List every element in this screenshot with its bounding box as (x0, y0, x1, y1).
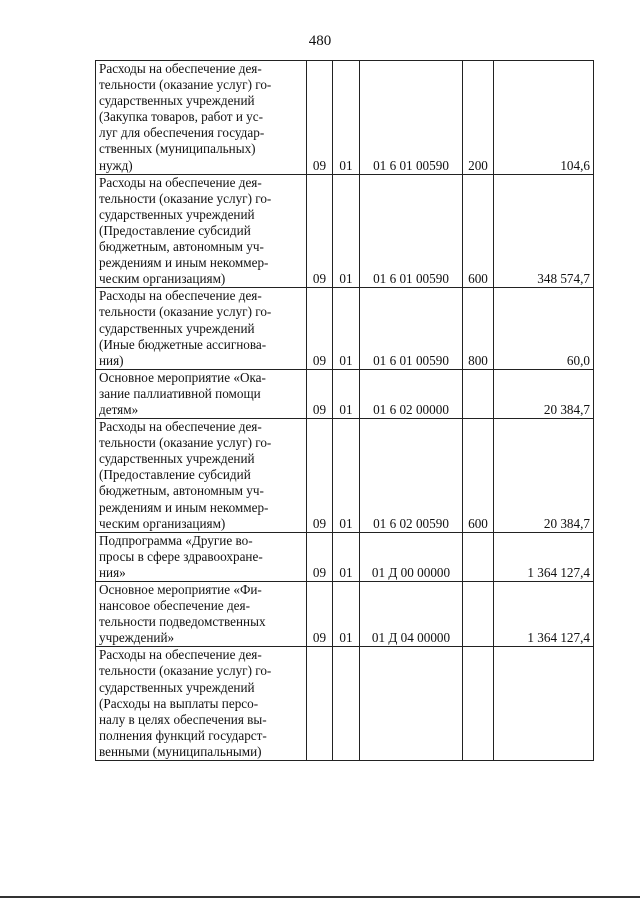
row-section: 09 (307, 288, 333, 369)
description-line: полнения функций государст- (99, 727, 267, 743)
row-description (96, 582, 307, 647)
row-amount: 348 574,7 (494, 174, 594, 288)
row-subsection: 01 (333, 288, 360, 369)
row-target-article: 01 6 01 00590 (360, 174, 463, 288)
row-target-article (360, 647, 463, 761)
description-line: Расходы на обеспечение дея- (99, 61, 262, 76)
row-description (96, 419, 307, 533)
row-amount: 20 384,7 (494, 419, 594, 533)
description-line: реждениям и иным некоммер- (99, 499, 269, 515)
description-line: ческим организациям) (99, 515, 226, 531)
description-line: учреждений» (99, 630, 175, 646)
description-line: тельности (оказание услуг) го- (99, 663, 272, 679)
row-amount (494, 647, 594, 761)
description-line: сударственных учреждений (99, 320, 255, 336)
row-target-article: 01 Д 00 00000 (360, 532, 463, 581)
row-subsection: 01 (333, 582, 360, 647)
budget-table-body (96, 61, 594, 761)
description-line: ственных (муниципальных) (99, 141, 256, 157)
row-target-article: 01 6 01 00590 (360, 61, 463, 175)
row-section: 09 (307, 61, 333, 175)
row-target-article: 01 Д 04 00000 (360, 582, 463, 647)
bottom-rule (0, 896, 640, 898)
description-line: нужд) (99, 157, 133, 173)
row-section: 09 (307, 369, 333, 418)
description-line: детям» (99, 401, 139, 417)
row-description (96, 369, 307, 418)
row-amount: 1 364 127,4 (494, 532, 594, 581)
row-expense-type: 600 (463, 174, 494, 288)
table-row (96, 61, 594, 175)
description-line: тельности (оказание услуг) го- (99, 77, 272, 93)
row-subsection: 01 (333, 61, 360, 175)
description-line: просы в сфере здравоохране- (99, 548, 263, 564)
row-section (307, 647, 333, 761)
description-line: тельности (оказание услуг) го- (99, 435, 272, 451)
row-subsection (333, 647, 360, 761)
description-line: Расходы на обеспечение дея- (99, 174, 262, 190)
row-expense-type (463, 582, 494, 647)
row-section: 09 (307, 174, 333, 288)
description-line: сударственных учреждений (99, 451, 255, 467)
row-amount: 104,6 (494, 61, 594, 175)
row-section: 09 (307, 419, 333, 533)
budget-table (95, 60, 594, 761)
description-line: тельности (оказание услуг) го- (99, 304, 272, 320)
table-row (96, 532, 594, 581)
row-section: 09 (307, 582, 333, 647)
description-line: зание паллиативной помощи (99, 385, 261, 401)
row-subsection: 01 (333, 419, 360, 533)
description-line: (Иные бюджетные ассигнова- (99, 336, 267, 352)
description-line: сударственных учреждений (99, 679, 255, 695)
description-line: луг для обеспечения государ- (99, 125, 265, 141)
row-subsection: 01 (333, 369, 360, 418)
description-line: Подпрограмма «Другие во- (99, 532, 253, 548)
description-line: Расходы на обеспечение дея- (99, 419, 262, 435)
table-row (96, 582, 594, 647)
table-row (96, 174, 594, 288)
description-line: (Предоставление субсидий (99, 467, 251, 483)
row-description (96, 61, 307, 175)
row-subsection: 01 (333, 174, 360, 288)
description-line: венными (муниципальными) (99, 743, 262, 759)
row-description (96, 532, 307, 581)
row-expense-type: 600 (463, 419, 494, 533)
description-line: (Предоставление субсидий (99, 222, 251, 238)
row-description (96, 647, 307, 761)
description-line: ния» (99, 564, 126, 580)
description-line: нансовое обеспечение дея- (99, 598, 250, 614)
row-expense-type (463, 369, 494, 418)
row-expense-type (463, 647, 494, 761)
description-line: Основное мероприятие «Фи- (99, 582, 262, 597)
description-line: бюджетным, автономным уч- (99, 239, 264, 255)
row-amount: 20 384,7 (494, 369, 594, 418)
row-target-article: 01 6 02 00590 (360, 419, 463, 533)
description-line: (Закупка товаров, работ и ус- (99, 109, 264, 125)
description-line: (Расходы на выплаты персо- (99, 695, 259, 711)
row-expense-type (463, 532, 494, 581)
row-expense-type: 800 (463, 288, 494, 369)
page-number: 480 (308, 33, 332, 49)
row-subsection: 01 (333, 532, 360, 581)
row-section: 09 (307, 532, 333, 581)
row-amount: 60,0 (494, 288, 594, 369)
table-row (96, 369, 594, 418)
row-amount: 1 364 127,4 (494, 582, 594, 647)
table-row (96, 647, 594, 761)
description-line: ния) (99, 352, 124, 368)
description-line: Расходы на обеспечение дея- (99, 288, 262, 304)
row-description (96, 174, 307, 288)
description-line: налу в целях обеспечения вы- (99, 711, 267, 727)
row-description (96, 288, 307, 369)
table-row (96, 419, 594, 533)
row-target-article: 01 6 01 00590 (360, 288, 463, 369)
table-row (96, 288, 594, 369)
row-target-article: 01 6 02 00000 (360, 369, 463, 418)
description-line: Основное мероприятие «Ока- (99, 369, 266, 385)
description-line: сударственных учреждений (99, 206, 255, 222)
description-line: тельности подведомственных (99, 614, 266, 630)
description-line: сударственных учреждений (99, 93, 255, 109)
row-expense-type: 200 (463, 61, 494, 175)
description-line: ческим организациям) (99, 271, 226, 287)
description-line: тельности (оказание услуг) го- (99, 190, 272, 206)
description-line: Расходы на обеспечение дея- (99, 647, 262, 663)
description-line: бюджетным, автономным уч- (99, 483, 264, 499)
description-line: реждениям и иным некоммер- (99, 255, 269, 271)
